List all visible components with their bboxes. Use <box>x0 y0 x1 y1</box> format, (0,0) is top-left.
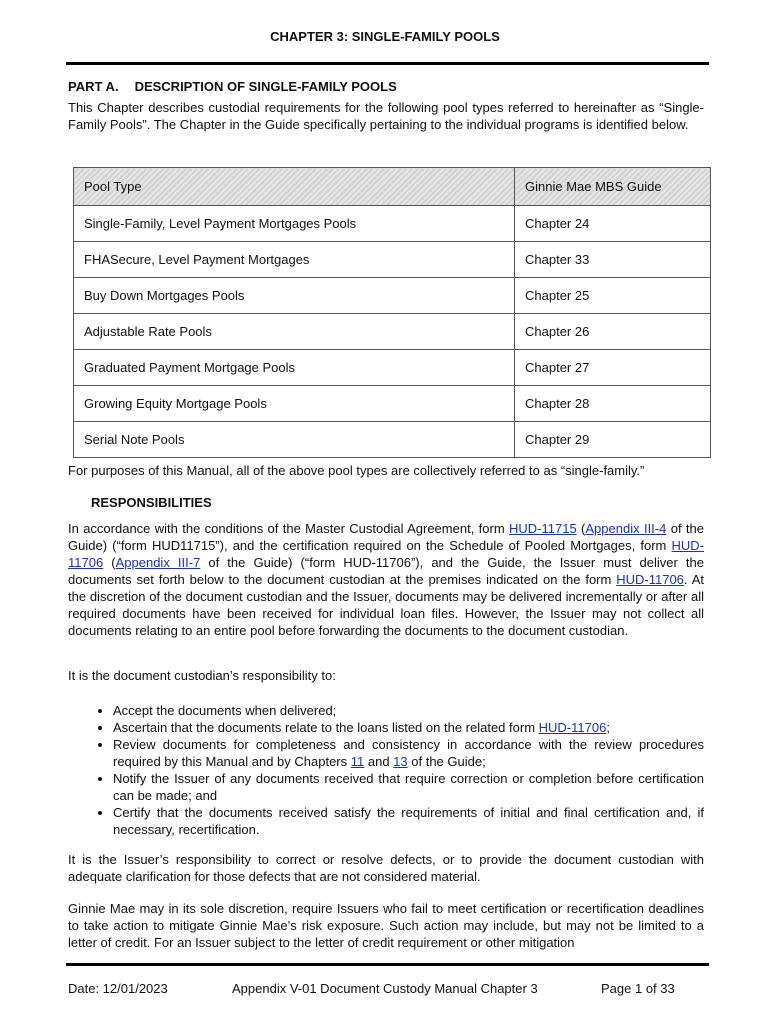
list-item <box>113 719 704 736</box>
footer-divider <box>66 963 709 966</box>
appendix-iii-7-link[interactable]: Appendix III-7 <box>115 555 201 570</box>
issuer-responsibility-paragraph: It is the Issuer’s responsibility to correct or resolve defects, or to provide the document custodian with adequate clarification for those defects that are not considered material. <box>68 852 704 884</box>
pool-type-cell: Buy Down Mortgages Pools <box>74 278 515 314</box>
footer-document-title: Appendix V-01 Document Custody Manual Chapter 3 <box>232 981 538 996</box>
table-header-row <box>74 168 711 206</box>
footer-page-number: Page 1 of 33 <box>601 981 675 996</box>
pool-type-cell: Growing Equity Mortgage Pools <box>74 386 515 422</box>
hud-11706-link[interactable]: HUD-11706 <box>538 720 607 735</box>
pool-type-cell: Adjustable Rate Pools <box>74 314 515 350</box>
header-pool-type: Pool Type <box>74 168 515 206</box>
header-mbs-guide: Ginnie Mae MBS Guide <box>515 168 711 206</box>
text-segment: ( <box>103 555 116 570</box>
hud-11715-link[interactable]: HUD-11715 <box>509 521 577 536</box>
pool-type-cell: Serial Note Pools <box>74 422 515 458</box>
text-segment: ; <box>606 720 610 735</box>
chapter-title: CHAPTER 3: SINGLE-FAMILY POOLS <box>270 29 500 44</box>
text-segment: of the Guide) (“form HUD-11706”), and the Guide, the Issuer must deliver the documents set forth below to the document custodian at the premises indicated on the form <box>68 555 704 587</box>
table-row <box>74 386 711 422</box>
list-item: • Notify the Issuer of any documents received that require correction or completion before certification can be made; and <box>113 770 704 804</box>
appendix-iii-4-link[interactable]: Appendix III-4 <box>585 521 667 536</box>
table-row <box>74 278 711 314</box>
table-note: For purposes of this Manual, all of the above pool types are collectively referred to as “single-family.” <box>68 463 645 478</box>
text-segment: . At the discretion of the document custodian and the Issuer, documents may be delivered incrementally or after all required documents have been received for individual loan files. However, the Issuer may not collect all documents relating to an entire pool before forwarding the documents to the document custodian. <box>68 572 704 638</box>
table-row <box>74 422 711 458</box>
guide-chapter-cell: Chapter 24 <box>515 206 711 242</box>
text-segment: of the Guide) (“form HUD11715”), and the certification required on the Schedule of Pooled Mortgages, form <box>68 521 704 553</box>
table-row <box>74 314 711 350</box>
part-a-heading <box>68 79 397 94</box>
header-divider <box>66 62 709 65</box>
text-segment: and <box>364 754 394 769</box>
pool-type-cell: Graduated Payment Mortgage Pools <box>74 350 515 386</box>
text-segment: In accordance with the conditions of the Master Custodial Agreement, form <box>68 521 510 536</box>
table-row <box>74 350 711 386</box>
table-row <box>74 206 711 242</box>
text-segment: ( <box>576 521 586 536</box>
responsibilities-paragraph <box>68 520 704 639</box>
list-item: • Accept the documents when delivered; <box>113 702 704 719</box>
footer-date: Date: 12/01/2023 <box>68 981 168 996</box>
intro-paragraph: This Chapter describes custodial requirements for the following pool types referred to hereinafter as “Single-Family Pools”. The Chapter in the Guide specifically pertaining to the individual programs is identified below. <box>68 100 704 132</box>
guide-chapter-cell: Chapter 29 <box>515 422 711 458</box>
chapter-11-link[interactable]: 11 <box>350 754 365 769</box>
responsibilities-heading: RESPONSIBILITIES <box>91 495 212 510</box>
part-a-title: DESCRIPTION OF SINGLE-FAMILY POOLS <box>134 79 397 94</box>
guide-chapter-cell: Chapter 27 <box>515 350 711 386</box>
guide-chapter-cell: Chapter 26 <box>515 314 711 350</box>
chapter-13-link[interactable]: 13 <box>393 754 408 769</box>
guide-chapter-cell: Chapter 33 <box>515 242 711 278</box>
pool-type-cell: Single-Family, Level Payment Mortgages Pools <box>74 206 515 242</box>
text-segment: Ascertain that the documents relate to the loans listed on the related form <box>113 720 539 735</box>
mitigation-paragraph: Ginnie Mae may in its sole discretion, require Issuers who fail to meet certification or recertification deadlines to take action to mitigate Ginnie Mae’s risk exposure. Such action may include, but may not be limited to a letter of credit. For an Issuer subject to the letter of credit requirement or other mitigation <box>68 901 704 950</box>
hud-11706-link[interactable]: HUD-11706 <box>68 538 704 570</box>
table-row <box>74 242 711 278</box>
text-segment: Review documents for completeness and consistency in accordance with the review procedures required by this Manual and by Chapters <box>113 737 704 769</box>
guide-chapter-cell: Chapter 28 <box>515 386 711 422</box>
custodian-responsibilities-list <box>68 702 704 838</box>
part-a-label: PART A. <box>68 79 119 94</box>
custodian-intro: It is the document custodian’s responsibility to: <box>68 668 336 683</box>
list-item: • Certify that the documents received satisfy the requirements of initial and final certification and, if necessary, recertification. <box>113 804 704 838</box>
pool-types-table <box>73 167 711 458</box>
hud-11706-link[interactable]: HUD-11706 <box>616 572 684 587</box>
guide-chapter-cell: Chapter 25 <box>515 278 711 314</box>
text-segment: of the Guide; <box>407 754 486 769</box>
pool-type-cell: FHASecure, Level Payment Mortgages <box>74 242 515 278</box>
list-item <box>113 736 704 770</box>
